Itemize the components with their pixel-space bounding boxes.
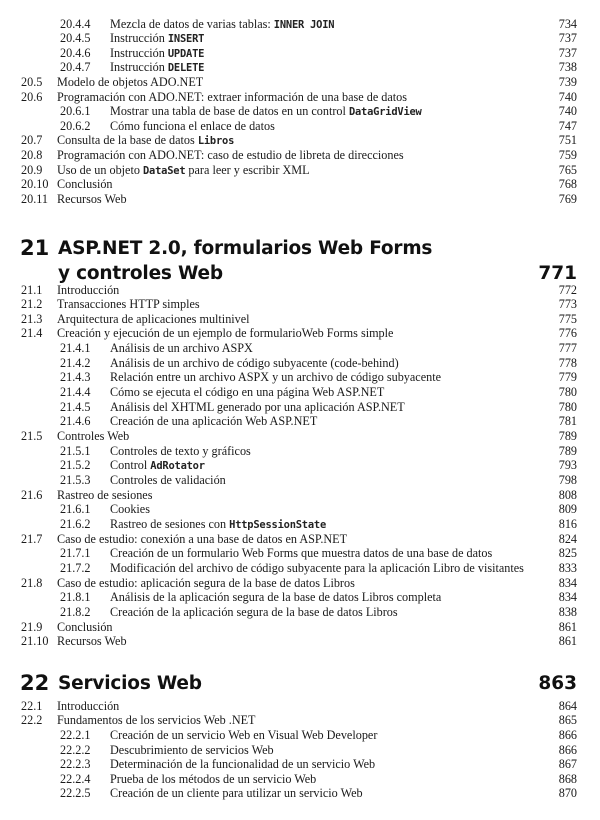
section-title: [110, 590, 441, 605]
section-title: [110, 119, 275, 134]
page-number: 865: [558, 713, 577, 728]
toc-entry: [0, 60, 600, 75]
section-number: 21.9: [21, 619, 43, 634]
page-number: 825: [558, 546, 577, 561]
title-text: Determinación de la funcionalidad de un servicio Web: [110, 757, 376, 772]
page-number: 737: [558, 45, 577, 60]
title-text: Cómo funciona el enlace de datos: [110, 118, 275, 133]
toc-entry: [0, 31, 600, 46]
title-text: Recursos Web: [57, 191, 127, 206]
section-number: 20.8: [21, 147, 43, 162]
section-number: 21.3: [21, 311, 43, 326]
page-number: 772: [558, 282, 577, 297]
page-number: 861: [558, 619, 577, 634]
toc-entry: [0, 192, 600, 207]
page-number: 739: [558, 74, 577, 89]
toc-entry: [0, 400, 600, 415]
section-number: 21.2: [21, 297, 43, 312]
title-text: Mostrar una tabla de base de datos en un control: [110, 104, 349, 119]
section-number: 21.4.2: [60, 355, 91, 370]
page-number: 778: [558, 355, 577, 370]
toc-entry: [0, 163, 600, 178]
title-text: Control: [110, 458, 151, 473]
toc-entry: [0, 414, 600, 429]
code-term: INNER JOIN: [273, 18, 335, 31]
page-number: 737: [558, 31, 577, 46]
section-number: 20.4.7: [60, 60, 91, 75]
section-number: 20.5: [21, 74, 43, 89]
title-text: Uso de un objeto: [57, 162, 143, 177]
page-number: 824: [558, 531, 577, 546]
toc-entry: [0, 532, 600, 547]
toc-entry: [0, 104, 600, 119]
page-number: 816: [558, 516, 577, 531]
title-text: Análisis de un archivo ASPX: [110, 341, 253, 356]
section-title: [57, 148, 404, 163]
title-text: Rastreo de sesiones: [57, 487, 153, 502]
section-title: [110, 728, 377, 743]
chapter-title-line-1: Servicios Web: [58, 673, 202, 694]
section-number: 21.6.2: [60, 516, 91, 531]
section-number: 21.4.5: [60, 399, 91, 414]
page-number: 867: [558, 757, 577, 772]
section-number: 21.10: [21, 634, 49, 649]
page-number: 781: [558, 414, 577, 429]
title-text: Creación de una aplicación Web ASP.NET: [110, 414, 318, 429]
section-title: [57, 429, 129, 444]
section-number: 22.2: [21, 713, 43, 728]
toc-entry: [0, 561, 600, 576]
title-text: Conclusión: [57, 177, 113, 192]
toc-entry: [0, 370, 600, 385]
title-text: Conclusión: [57, 619, 113, 634]
section-title: [57, 177, 113, 192]
section-title: [110, 517, 326, 533]
section-title: [110, 17, 334, 33]
section-number: 22.2.1: [60, 727, 91, 742]
page-number: 740: [558, 89, 577, 104]
section-number: 21.4.1: [60, 341, 91, 356]
section-number: 21.7: [21, 531, 43, 546]
page-number: 775: [558, 311, 577, 326]
page-number: 789: [558, 429, 577, 443]
title-text: Creación de un cliente para utilizar un servicio Web: [110, 786, 363, 801]
section-title: [57, 192, 127, 207]
section-number: 20.6: [21, 89, 43, 104]
title-text: Transacciones HTTP simples: [57, 297, 200, 312]
page-number: 838: [558, 604, 577, 619]
section-title: [110, 605, 398, 620]
page-number: 809: [558, 502, 577, 517]
title-text: Análisis del XHTML generado por una aplicación ASP.NET: [110, 399, 405, 414]
title-text: Relación entre un archivo ASPX y un archivo de código subyacente: [110, 370, 442, 385]
title-text: Creación de un servicio Web en Visual Web Developer: [110, 727, 378, 742]
section-title: [110, 341, 253, 356]
title-text: Modelo de objetos ADO.NET: [57, 74, 204, 89]
toc-entry: [0, 341, 600, 356]
section-title: [57, 75, 203, 90]
toc-entry: [0, 133, 600, 148]
toc-entry: [0, 473, 600, 488]
code-term: DELETE: [167, 62, 205, 75]
section-title: [110, 743, 274, 758]
title-text: Análisis de un archivo de código subyacente (code-behind): [110, 355, 399, 370]
toc-entry: [0, 605, 600, 620]
toc-entry: [0, 713, 600, 728]
section-title: [57, 713, 256, 728]
title-text: Creación de un formulario Web Forms que muestra datos de una base de datos: [110, 546, 493, 561]
section-title: [110, 60, 204, 76]
page-number: 833: [558, 560, 577, 575]
title-text: Fundamentos de los servicios Web .NET: [57, 713, 256, 728]
title-text: Instrucción: [110, 60, 168, 75]
section-number: 20.4.6: [60, 45, 91, 60]
title-text: Controles Web: [57, 429, 130, 443]
section-title: [110, 104, 422, 120]
section-number: 21.5.2: [60, 458, 91, 473]
title-text: Mezcla de datos de varias tablas:: [110, 16, 274, 31]
page-number: 861: [558, 634, 577, 649]
section-title: [57, 312, 250, 327]
section-title: [110, 772, 316, 787]
title-text: Creación y ejecución de un ejemplo de formularioWeb Forms simple: [57, 326, 394, 341]
title-text: Análisis de la aplicación segura de la base de datos Libros completa: [110, 590, 442, 605]
toc-entry: [0, 429, 600, 444]
title-text: Caso de estudio: conexión a una base de datos en ASP.NET: [57, 531, 348, 546]
page-number: 798: [558, 473, 577, 487]
section-title: [110, 473, 226, 488]
page-number: 779: [558, 370, 577, 385]
section-title: [110, 385, 384, 400]
toc-entry: [0, 356, 600, 371]
toc-entry: [0, 590, 600, 605]
toc-entry: [0, 772, 600, 787]
page-number: 834: [558, 575, 577, 590]
section-title: [110, 356, 399, 371]
section-title: [110, 546, 492, 561]
page-number: 777: [558, 341, 577, 356]
title-text: Instrucción: [110, 45, 168, 60]
section-number: 21.4.4: [60, 385, 91, 400]
chapter-title-line-2: y controles Web: [58, 263, 223, 284]
chapter-number: 22: [20, 671, 50, 695]
section-title: [57, 699, 119, 714]
toc-entry: [0, 458, 600, 473]
title-text: para leer y escribir XML: [185, 162, 310, 177]
code-term: DataGridView: [348, 106, 422, 119]
title-text: Controles de texto y gráficos: [110, 443, 251, 458]
title-text: Arquitectura de aplicaciones multinivel: [57, 311, 250, 326]
page-number: 734: [558, 16, 577, 31]
section-title: [110, 561, 524, 576]
toc-entry: [0, 177, 600, 192]
code-term: HttpSessionState: [229, 518, 327, 531]
toc-entry: [0, 743, 600, 758]
toc-entry: [0, 385, 600, 400]
section-title: [57, 90, 407, 105]
toc-entry: [0, 634, 600, 649]
section-number: 22.2.2: [60, 742, 91, 757]
section-number: 21.4: [21, 326, 43, 341]
title-text: Caso de estudio: aplicación segura de la base de datos Libros: [57, 575, 355, 590]
section-number: 20.4.4: [60, 16, 91, 31]
section-title: [57, 163, 310, 179]
toc-entry: [0, 297, 600, 312]
title-text: Prueba de los métodos de un servicio Web: [110, 771, 317, 786]
toc-entry: [0, 517, 600, 532]
section-number: 21.7.2: [60, 560, 91, 575]
toc-entry: [0, 576, 600, 591]
toc-entry: [0, 546, 600, 561]
code-term: UPDATE: [167, 47, 205, 60]
page-number: 740: [558, 104, 577, 119]
chapter-title-line-1: ASP.NET 2.0, formularios Web Forms: [58, 238, 433, 259]
section-title: [57, 326, 393, 341]
title-text: Modificación del archivo de código subyacente para la aplicación Libro de visitantes: [110, 560, 524, 575]
page-number: 868: [558, 771, 577, 786]
section-number: 22.2.5: [60, 786, 91, 801]
page-number: 773: [558, 297, 577, 312]
page-number: 780: [558, 399, 577, 414]
toc-entry: [0, 326, 600, 341]
toc-entry: [0, 17, 600, 32]
section-title: [110, 786, 363, 801]
page-number: 870: [558, 786, 577, 801]
section-number: 20.4.5: [60, 31, 91, 46]
chapter-21-heading: [0, 236, 600, 286]
toc-entry: [0, 90, 600, 105]
title-text: Programación con ADO.NET: extraer información de una base de datos: [57, 89, 408, 104]
section-title: [57, 133, 234, 149]
section-title: [110, 370, 441, 385]
section-number: 21.1: [21, 282, 43, 297]
section-title: [57, 488, 152, 503]
code-term: DataSet: [142, 164, 186, 177]
section-number: 21.6: [21, 487, 43, 502]
title-text: Introducción: [57, 698, 120, 713]
section-title: [110, 400, 405, 415]
page-number: 793: [558, 458, 577, 473]
title-text: Cookies: [110, 502, 150, 517]
page-number: 808: [558, 487, 577, 502]
title-text: Instrucción: [110, 31, 168, 46]
toc-entry: [0, 75, 600, 90]
section-number: 20.7: [21, 133, 43, 148]
section-number: 20.6.1: [60, 104, 91, 119]
code-term: INSERT: [167, 33, 205, 46]
section-number: 21.8: [21, 575, 43, 590]
title-text: Creación de la aplicación segura de la base de datos Libros: [110, 604, 398, 619]
page-number: 747: [558, 118, 577, 133]
page-number: 768: [558, 177, 577, 192]
title-text: Controles de validación: [110, 473, 226, 487]
section-title: [57, 297, 200, 312]
chapter-22-heading: [0, 671, 600, 697]
toc-entry: [0, 283, 600, 298]
section-number: 21.8.2: [60, 604, 91, 619]
toc-entry: [0, 728, 600, 743]
page-number: 780: [558, 385, 577, 400]
page-number: 769: [558, 191, 577, 206]
page-number: 759: [558, 147, 577, 162]
toc-entry: [0, 757, 600, 772]
section-title: [57, 576, 355, 591]
title-text: Introducción: [57, 282, 120, 297]
chapter-number: 21: [20, 236, 50, 260]
title-text: Cómo se ejecuta el código en una página Web ASP.NET: [110, 385, 385, 400]
toc-entry: [0, 46, 600, 61]
title-text: Rastreo de sesiones con: [110, 516, 230, 531]
section-title: [57, 620, 113, 635]
toc-entry: [0, 488, 600, 503]
section-number: 21.5.3: [60, 473, 91, 487]
section-number: 21.5: [21, 429, 43, 443]
title-text: Consulta de la base de datos: [57, 133, 198, 148]
chapter-page-number: 771: [538, 263, 577, 284]
section-number: 21.6.1: [60, 502, 91, 517]
section-title: [110, 31, 204, 47]
code-term: AdRotator: [150, 460, 205, 473]
section-number: 20.6.2: [60, 118, 91, 133]
page-number: 789: [558, 443, 577, 458]
section-number: 22.2.4: [60, 771, 91, 786]
toc-entry: [0, 620, 600, 635]
page-number: 834: [558, 590, 577, 605]
section-number: 20.11: [21, 191, 48, 206]
toc-entry: [0, 699, 600, 714]
title-text: Programación con ADO.NET: caso de estudio de libreta de direcciones: [57, 147, 404, 162]
section-number: 21.7.1: [60, 546, 91, 561]
section-number: 21.5.1: [60, 443, 91, 458]
page-number: 765: [558, 162, 577, 177]
section-number: 22.1: [21, 698, 43, 713]
section-number: 21.4.6: [60, 414, 91, 429]
toc-entry: [0, 444, 600, 459]
page-number: 866: [558, 727, 577, 742]
page-number: 738: [558, 60, 577, 75]
title-text: Descubrimiento de servicios Web: [110, 742, 274, 757]
page-number: 751: [558, 133, 577, 148]
section-title: [57, 634, 127, 649]
section-title: [110, 757, 375, 772]
chapter-page-number: 863: [538, 673, 577, 694]
section-number: 22.2.3: [60, 757, 91, 772]
toc-entry: [0, 312, 600, 327]
section-number: 20.9: [21, 162, 43, 177]
section-title: [57, 532, 347, 547]
section-title: [110, 444, 251, 459]
title-text: Recursos Web: [57, 634, 127, 649]
page-number: 866: [558, 742, 577, 757]
toc-entry: [0, 786, 600, 801]
section-number: 20.10: [21, 177, 49, 192]
code-term: Libros: [197, 135, 235, 148]
toc-entry: [0, 119, 600, 134]
page-number: 776: [558, 326, 577, 341]
section-number: 21.4.3: [60, 370, 91, 385]
section-title: [57, 283, 119, 298]
toc-entry: [0, 148, 600, 163]
section-title: [110, 46, 204, 62]
section-number: 21.8.1: [60, 590, 91, 605]
section-title: [110, 502, 150, 517]
section-title: [110, 458, 205, 474]
page-number: 864: [558, 698, 577, 713]
section-title: [110, 414, 317, 429]
toc-entry: [0, 502, 600, 517]
